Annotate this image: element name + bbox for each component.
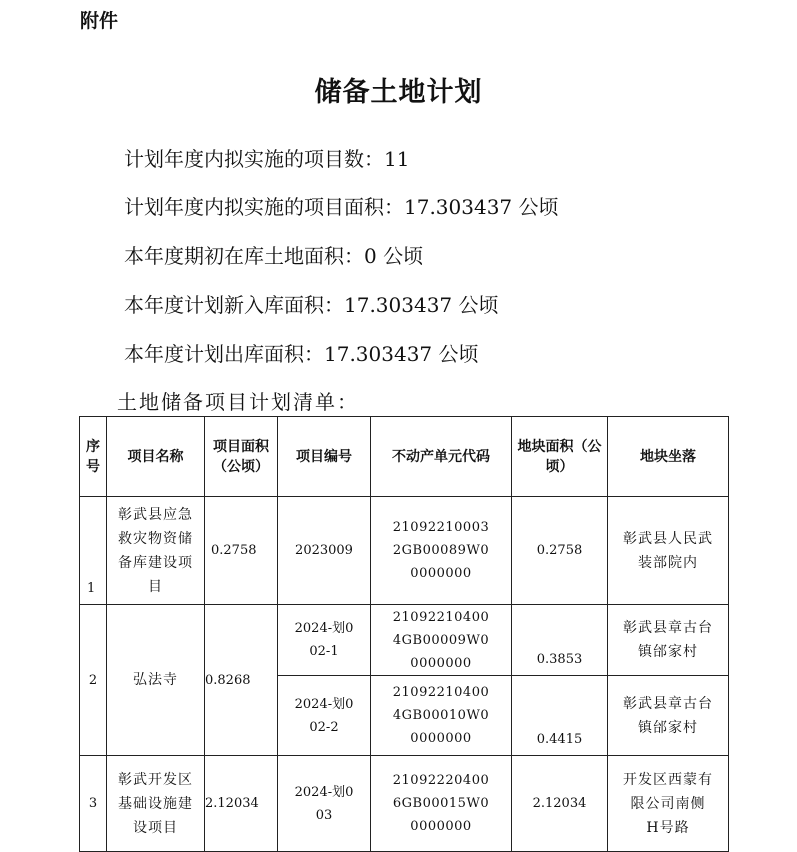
row-name	[107, 497, 205, 605]
row-area: 0.2758	[205, 497, 278, 605]
table-row	[80, 497, 729, 605]
plot-area: 2.12034	[512, 756, 608, 852]
plot-code	[278, 756, 371, 852]
summary-new-area: 本年度计划新入库面积：17.303437 公顷	[124, 293, 499, 317]
header-plot-area: 地块面积（公顷）	[512, 417, 608, 497]
plot-area: 0.4415	[512, 676, 608, 756]
table-row	[80, 756, 729, 852]
plot-area: 0.2758	[512, 497, 608, 605]
row-name	[107, 605, 205, 756]
plot-location	[608, 497, 729, 605]
summary-initial-area: 本年度期初在库土地面积：0 公顷	[124, 244, 424, 268]
row-name-text: 彰武开发区基础设施建设项目	[118, 771, 193, 836]
row-name	[107, 756, 205, 852]
row-seq: 2	[80, 605, 107, 756]
summary-out-area: 本年度计划出库面积：17.303437 公顷	[124, 342, 479, 366]
plot-unit	[371, 756, 512, 852]
plot-unit-text: 210922100032GB00089W00000000	[392, 520, 490, 581]
plot-location-text: 彰武县章古台镇邰家村	[623, 620, 713, 660]
table-header-row	[80, 417, 729, 497]
plot-unit-text: 210922104004GB00010W00000000	[392, 685, 490, 746]
list-title: 土地储备项目计划清单：	[117, 390, 359, 414]
summary-project-count: 计划年度内拟实施的项目数：11	[124, 147, 410, 171]
plot-code	[278, 676, 371, 756]
table-row	[80, 605, 729, 676]
header-seq: 序号	[80, 417, 107, 497]
plot-unit-text: 210922104004GB00009W00000000	[392, 609, 490, 671]
row-seq: 1	[80, 497, 107, 605]
plot-location-text: 开发区西蒙有限公司南侧 H号路	[623, 771, 713, 836]
header-name: 项目名称	[107, 417, 205, 497]
row-area: 2.12034	[205, 756, 278, 852]
plot-unit-text: 210922204006GB00015W00000000	[392, 773, 490, 834]
plot-code-text: 2024-划002-1	[294, 621, 354, 659]
plot-location	[608, 605, 729, 676]
row-seq: 3	[80, 756, 107, 852]
plot-location	[608, 676, 729, 756]
header-location: 地块坐落	[608, 417, 729, 497]
plot-unit	[371, 676, 512, 756]
header-area: 项目面积（公顷）	[205, 417, 278, 497]
plot-location-text: 彰武县人民武装部院内	[623, 530, 713, 571]
plot-code-text: 2024-划003	[294, 784, 354, 823]
header-unit: 不动产单元代码	[371, 417, 512, 497]
row-name-text: 弘法寺	[133, 672, 178, 688]
row-area: 0.8268	[205, 605, 278, 756]
plot-location-text: 彰武县章古台镇邰家村	[623, 695, 713, 736]
plot-location	[608, 756, 729, 852]
plot-unit	[371, 605, 512, 676]
plot-code-text: 2024-划002-2	[294, 696, 354, 735]
plot-area: 0.3853	[512, 605, 608, 676]
header-code: 项目编号	[278, 417, 371, 497]
land-reserve-plan-table	[79, 416, 729, 852]
plot-code	[278, 605, 371, 676]
summary-project-area: 计划年度内拟实施的项目面积：17.303437 公顷	[124, 195, 559, 219]
plot-unit	[371, 497, 512, 605]
plot-code: 2023009	[278, 497, 371, 605]
attachment-label: 附件	[80, 10, 119, 32]
page-title: 储备土地计划	[314, 77, 483, 108]
row-name-text: 彰武县应急救灾物资储备库建设项目	[118, 506, 193, 595]
